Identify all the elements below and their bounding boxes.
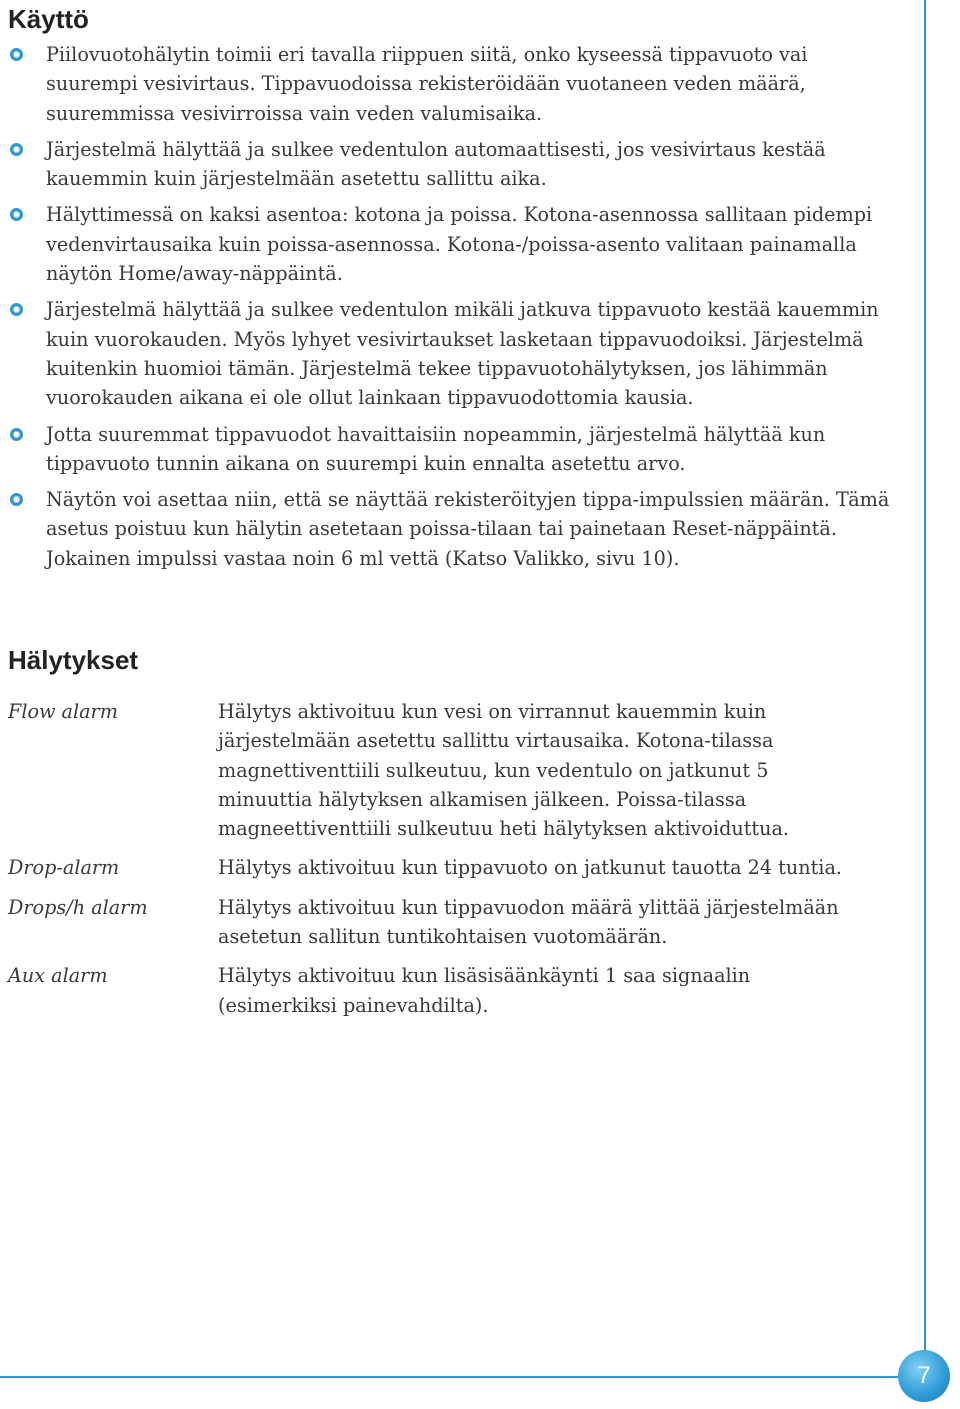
list-item (8, 485, 898, 573)
list-item (8, 40, 898, 128)
page-border-vertical (924, 0, 926, 1378)
alarm-description: Hälytys aktivoituu kun lisäsisäänkäynti 1 saa signaalin (esimerkiksi painevahdilta). (218, 964, 751, 1017)
bullet-icon (10, 303, 23, 316)
alarm-name: Flow alarm (8, 700, 118, 723)
list-item-text: Piilovuotohälytin toimii eri tavalla riippuen siitä, onko kyseessä tippavuoto vai suurempi vesivirtaus. Tippavuodoissa rekisteröidään vuotaneen veden määrä, suuremmissa vesivirroissa vain veden valumisaika. (46, 43, 808, 125)
bullet-icon (10, 493, 23, 506)
page-number: 7 (898, 1350, 950, 1402)
alarm-description: Hälytys aktivoituu kun tippavuoto on jatkunut tauotta 24 tuntia. (218, 856, 842, 880)
bullet-icon (10, 143, 23, 156)
alarm-name: Drop-alarm (8, 856, 120, 880)
alarm-row (8, 697, 908, 843)
list-item (8, 135, 898, 194)
list-item (8, 200, 898, 288)
usage-list (8, 40, 898, 580)
alarm-row (8, 893, 908, 952)
alarm-description: Hälytys aktivoituu kun vesi on virrannut kauemmin kuin järjestelmään asetettu sallittu virtausaika. Kotona-tilassa magnettiventtiili sulkeutuu, kun vedentulo on jatkunut 5 minuuttia hälytyksen alkamisen jälkeen. Poissa-tilassa magneettiventtiili sulkeutuu heti hälytyksen aktivoiduttua. (218, 700, 790, 841)
list-item-text: Järjestelmä hälyttää ja sulkee vedentulon mikäli jatkuva tippavuoto kestää kauemmin kuin vuorokauden. Myös lyhyet vesivirtaukset lasketaan tippavuodoiksi. Järjestelmä kuitenkin huomioi tämän. Järjestelmä tekee tippavuotohälytyksen, jos lähimmän vuorokauden aikana ei ole ollut lainkaan tippavuodottomia kausia. (46, 298, 879, 410)
alarm-description: Hälytys aktivoituu kun tippavuodon määrä ylittää järjestelmään asetetun sallitun tuntikohtaisen vuotomäärän. (218, 895, 839, 949)
alarm-row (8, 961, 908, 1020)
bullet-icon (10, 48, 23, 61)
bullet-icon (10, 208, 23, 221)
alarm-row (8, 853, 908, 882)
page-border-horizontal (0, 1376, 900, 1378)
list-item-text: Näytön voi asettaa niin, että se näyttää rekisteröityjen tippa-impulssien määrän. Tämä asetus poistuu kun hälytin asetetaan poissa-tilaan tai painetaan Reset-näppäintä. Jokainen impulssi vastaa noin 6 ml vettä (Katso Valikko, sivu 10). (46, 488, 890, 570)
list-item-text: Järjestelmä hälyttää ja sulkee vedentulon automaattisesti, jos vesivirtaus kestää kauemmin kuin järjestelmään asetettu sallittu aika. (46, 137, 826, 191)
list-item (8, 295, 898, 412)
section-title-kaytto: Käyttö (8, 4, 89, 34)
list-item-text: Jotta suuremmat tippavuodot havaittaisiin nopeammin, järjestelmä hälyttää kun tippavuoto tunnin aikana on suurempi kuin ennalta asetettu arvo. (46, 422, 826, 475)
bullet-icon (10, 428, 23, 441)
list-item-text: Hälyttimessä on kaksi asentoa: kotona ja poissa. Kotona-asennossa sallitaan pidempi vedenvirtausaika kuin poissa-asennossa. Kotona-/poissa-asento valitaan painamalla näytön Home/away-näppäintä. (46, 203, 873, 286)
alarm-definitions (8, 697, 908, 1030)
alarm-name: Drops/h alarm (8, 895, 148, 919)
alarm-name: Aux alarm (8, 964, 108, 988)
section-title-halytykset: Hälytykset (8, 645, 139, 675)
list-item (8, 420, 898, 479)
